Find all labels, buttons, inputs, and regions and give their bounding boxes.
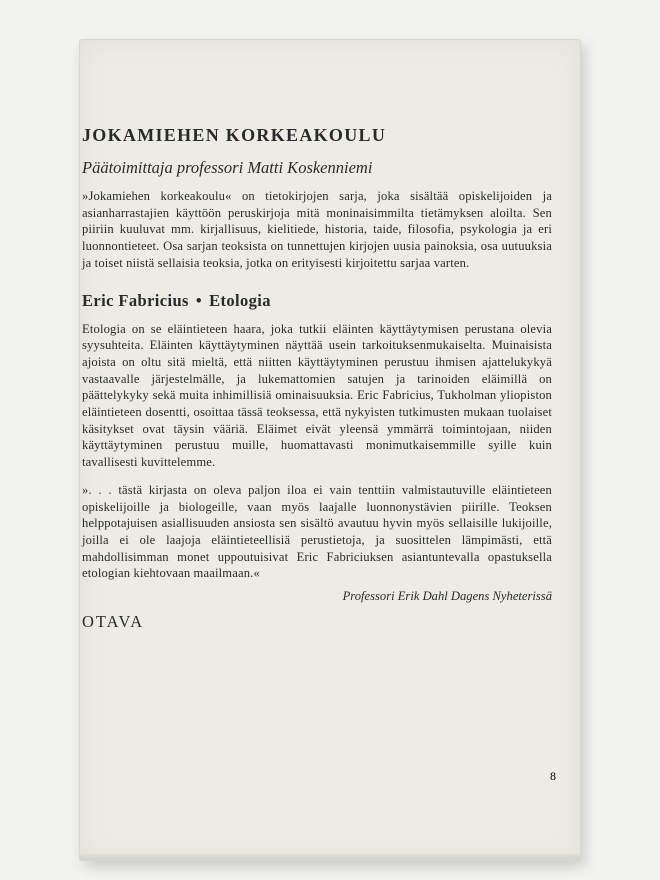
book-title: Etologia	[209, 290, 271, 310]
heading-separator: •	[195, 290, 203, 310]
series-number: 8	[550, 769, 556, 783]
cover-text	[82, 80, 552, 632]
book-blurb: Etologia on se eläintieteen haara, joka tutkii eläinten käyttäytymisen perustana olevia syysuhteita. Eläinten käyttäytyminen näyttää usein tarkoituksenmukaiselta. Muinaisista ajoista on oltu sitä mieltä, että niitten käyttäytyminen perustuu ihmisen ajattelukykyä vastaavalle järjestelmälle, ja lukemattomien satujen ja tarinoiden eläimillä on päättelykyky sekä muita inhimillisiä ominaisuuksia. Eric Fabricius, Tukholman yliopiston eläintieteen dosentti, osoittaa tässä teoksessa, että nykyisten tutkimusten mukaan tuolaiset käsitykset ovat täysin vääriä. Eläimet eivät yleensä ymmärrä toimintojaan, niiden käyttäytyminen perustuu muille, huomattavasti monimutkaisemmille syille kuin tavallisesti kuvittelemme.	[82, 321, 552, 470]
review-attribution: Professori Erik Dahl Dagens Nyheterissä	[342, 589, 552, 604]
book-author: Eric Fabricius	[82, 290, 189, 310]
series-title: JOKAMIEHEN KORKEAKOULU	[82, 125, 387, 145]
publisher-name: OTAVA	[82, 612, 145, 632]
review-quote: ». . . tästä kirjasta on oleva paljon iloa ei vain tenttiin valmistautuville eläintieteen opiskelijoille ja biologeille, vaan myös laajalle luonnonystävien piirille. Teoksen helppotajuisen asiallisuuden ansiosta sen sisältö avautuu hyvin myös sellaisille lukijoille, joilla ei ole laajoja eläintieteellisiä perustietoja, ja suosittelen lämpimästi, että mahdollisimman monet uppoutuisivat Eric Fabriciuksen asiantuntevalla opastuksella etologian kiehtovaan maailmaan.«	[82, 482, 552, 581]
series-description: »Jokamiehen korkeakoulu« on tietokirjojen sarja, joka sisältää opiskelijoiden ja asianharrastajien käyttöön peruskirjoja mitä moninaisimmilta tietämyksen aloilta. Sen piiriin kuuluvat mm. kirjallisuus, kielitiede, historia, taide, filosofia, psykologia ja eri luonnontieteet. Osa sarjan teoksista on tunnettujen kirjojen uusia painoksia, osa uutuuksia ja toiset niistä sellaisia teoksia, jotka on erityisesti kirjoitettu sarjaa varten.	[82, 189, 552, 270]
editor-line: Päätoimittaja professori Matti Koskenniemi	[82, 158, 373, 177]
book-heading	[82, 291, 552, 311]
